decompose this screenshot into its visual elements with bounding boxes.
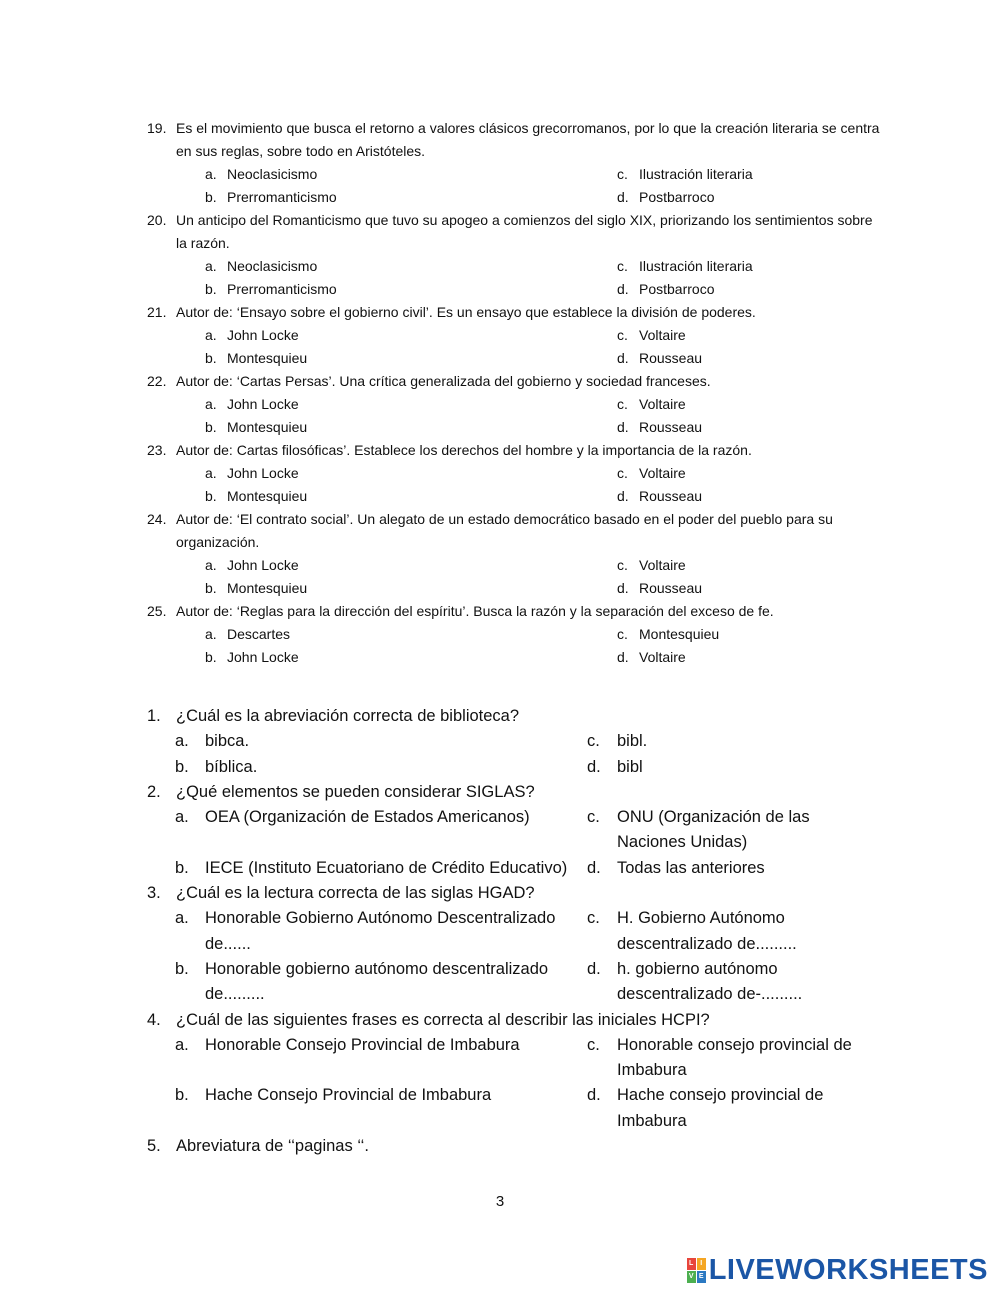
question-number: 20. [147, 212, 167, 228]
answer-option[interactable] [617, 393, 897, 416]
answer-option[interactable] [617, 646, 897, 669]
option-letter: b. [205, 189, 217, 205]
option-text: IECE (Instituto Ecuatoriano de Crédito Educativo) [205, 858, 568, 877]
question-number: 3. [147, 884, 161, 903]
answer-options [205, 255, 887, 301]
option-text: Ilustración literaria [639, 166, 753, 182]
option-letter: a. [175, 808, 189, 827]
option-text: Rousseau [639, 419, 703, 435]
answer-option[interactable] [175, 729, 587, 754]
question-number: 5. [147, 1137, 161, 1156]
option-letter: d. [587, 1086, 601, 1105]
option-text: John Locke [227, 396, 299, 412]
answer-option[interactable] [205, 462, 617, 485]
question-item [147, 704, 887, 729]
option-letter: b. [205, 281, 217, 297]
answer-option[interactable] [617, 278, 897, 301]
option-letter: c. [617, 396, 628, 412]
answer-option[interactable] [205, 554, 617, 577]
answer-option[interactable] [205, 577, 617, 600]
answer-options [205, 462, 887, 508]
question-item [147, 117, 887, 163]
question-item [147, 209, 887, 255]
answer-options [175, 729, 887, 780]
option-letter: c. [587, 808, 600, 827]
question-item [147, 1008, 887, 1033]
answer-options [175, 805, 887, 881]
option-text: Descartes [227, 626, 291, 642]
option-letter: c. [617, 258, 628, 274]
answer-option[interactable] [617, 485, 897, 508]
option-text: Voltaire [639, 327, 686, 343]
option-letter: c. [587, 909, 600, 928]
question-number: 24. [147, 511, 167, 527]
option-letter: d. [617, 488, 629, 504]
question-number: 2. [147, 782, 161, 801]
option-letter: a. [175, 732, 189, 751]
answer-option[interactable] [175, 957, 587, 1008]
answer-option[interactable] [617, 255, 897, 278]
answer-option[interactable] [205, 347, 617, 370]
option-text: Neoclasicismo [227, 258, 318, 274]
question-text: ¿Cuál de las siguientes frases es correcta al describir las iniciales HCPI? [176, 1010, 710, 1029]
option-text: Honorable Consejo Provincial de Imbabura [205, 1035, 520, 1054]
option-text: Rousseau [639, 488, 703, 504]
answer-option[interactable] [205, 485, 617, 508]
brand-name: LIVEWORKSHEETS [708, 1254, 988, 1286]
question-number: 1. [147, 707, 161, 725]
option-letter: d. [617, 580, 629, 596]
question-text: ¿Cuál es la abreviación correcta de biblioteca? [176, 707, 520, 725]
question-item [147, 600, 887, 623]
option-text: John Locke [227, 327, 299, 343]
question-text: Es el movimiento que busca el retorno a valores clásicos grecorromanos, por lo que la creación literaria se centra en sus reglas, sobre todo en Aristóteles. [176, 120, 880, 159]
option-text: Hache Consejo Provincial de Imbabura [205, 1086, 492, 1105]
option-text: John Locke [227, 557, 299, 573]
option-letter: c. [617, 557, 628, 573]
answer-option[interactable] [175, 1083, 587, 1134]
question-text: ¿Qué elementos se pueden considerar SIGLAS? [176, 782, 535, 801]
answer-option[interactable] [205, 393, 617, 416]
option-text: Honorable consejo provincial de Imbabura [617, 1035, 852, 1080]
option-text: bibca. [205, 732, 250, 751]
option-text: Voltaire [639, 557, 686, 573]
question-text: Autor de: Cartas filosóficas’. Establece los derechos del hombre y la importancia de la razón. [176, 442, 752, 458]
option-text: Montesquieu [227, 350, 308, 366]
option-text: Voltaire [639, 396, 686, 412]
brand-mark-icon: L I V E [687, 1258, 706, 1283]
option-letter: c. [617, 327, 628, 343]
question-number: 19. [147, 120, 167, 136]
question-item [147, 508, 887, 554]
option-letter: a. [205, 557, 217, 573]
option-text: Montesquieu [227, 580, 308, 596]
question-item [147, 370, 887, 393]
answer-option[interactable] [617, 324, 897, 347]
answer-option[interactable] [205, 278, 617, 301]
option-text: Postbarroco [639, 189, 715, 205]
question-item [147, 780, 887, 805]
answer-option[interactable] [587, 755, 877, 780]
option-text: Voltaire [639, 465, 686, 481]
option-text: Montesquieu [639, 626, 720, 642]
option-letter: c. [617, 166, 628, 182]
answer-option[interactable] [175, 755, 587, 780]
option-text: John Locke [227, 465, 299, 481]
answer-option[interactable] [205, 623, 617, 646]
answer-options [205, 554, 887, 600]
question-item [147, 881, 887, 906]
option-letter: c. [617, 465, 628, 481]
answer-option[interactable] [617, 554, 897, 577]
answer-option[interactable] [175, 1033, 587, 1084]
liveworksheets-logo[interactable] [687, 1254, 988, 1287]
answer-option[interactable] [617, 623, 897, 646]
question-text: ¿Cuál es la lectura correcta de las siglas HGAD? [176, 884, 535, 903]
answer-option[interactable] [587, 1033, 877, 1084]
question-text: Abreviatura de ‘‘paginas ‘‘. [176, 1137, 369, 1156]
question-number: 21. [147, 304, 167, 320]
answer-option[interactable] [205, 646, 617, 669]
answer-option[interactable] [205, 186, 617, 209]
option-letter: d. [587, 959, 601, 978]
question-list-abbreviations [147, 704, 887, 1159]
option-text: H. Gobierno Autónomo descentralizado de......... [617, 909, 797, 953]
answer-options [205, 393, 887, 439]
question-number: 23. [147, 442, 167, 458]
answer-option[interactable] [205, 324, 617, 347]
option-letter: c. [587, 732, 600, 751]
option-letter: a. [205, 626, 217, 642]
question-text: Autor de: ‘Cartas Persas’. Una crítica generalizada del gobierno y sociedad franceses. [176, 373, 711, 389]
option-text: Todas las anteriores [617, 858, 765, 877]
answer-option[interactable] [205, 255, 617, 278]
question-number: 25. [147, 603, 167, 619]
option-letter: a. [205, 258, 217, 274]
option-letter: d. [617, 350, 629, 366]
option-text: Hache consejo provincial de Imbabura [617, 1086, 824, 1130]
question-item [147, 301, 887, 324]
option-text: Montesquieu [227, 419, 308, 435]
answer-option[interactable] [617, 347, 897, 370]
answer-option[interactable] [617, 186, 897, 209]
option-text: bíblica. [205, 757, 258, 776]
option-letter: d. [617, 281, 629, 297]
answer-options [175, 906, 887, 1007]
answer-option[interactable] [617, 577, 897, 600]
option-letter: c. [617, 626, 628, 642]
option-letter: b. [175, 1086, 189, 1105]
question-item [147, 439, 887, 462]
option-text: ONU (Organización de las Naciones Unidas) [617, 808, 810, 852]
option-letter: a. [205, 465, 217, 481]
option-text: Rousseau [639, 580, 703, 596]
option-text: Prerromanticismo [227, 189, 337, 205]
option-text: Honorable Gobierno Autónomo Descentralizado de...... [205, 909, 556, 953]
option-letter: a. [205, 396, 217, 412]
answer-option[interactable] [587, 906, 877, 957]
question-text: Un anticipo del Romanticismo que tuvo su apogeo a comienzos del siglo XIX, priorizando los sentimientos sobre la razón. [176, 212, 873, 251]
option-letter: d. [617, 419, 629, 435]
option-letter: b. [205, 419, 217, 435]
option-letter: b. [205, 649, 217, 665]
question-number: 4. [147, 1010, 161, 1029]
option-letter: b. [175, 757, 189, 776]
answer-option[interactable] [587, 805, 877, 856]
option-text: OEA (Organización de Estados Americanos) [205, 808, 530, 827]
option-letter: b. [205, 350, 217, 366]
answer-option[interactable] [175, 805, 587, 856]
option-letter: b. [205, 580, 217, 596]
answer-option[interactable] [205, 163, 617, 186]
option-letter: c. [587, 1035, 600, 1054]
answer-options [175, 1033, 887, 1134]
question-text: Autor de: ‘Reglas para la dirección del espíritu’. Busca la razón y la separación del exceso de fe. [176, 603, 774, 619]
option-letter: b. [175, 858, 189, 877]
option-letter: a. [205, 166, 217, 182]
option-text: bibl [617, 757, 643, 776]
answer-option[interactable] [617, 416, 897, 439]
option-letter: b. [205, 488, 217, 504]
answer-option[interactable] [617, 462, 897, 485]
option-text: Rousseau [639, 350, 703, 366]
option-text: John Locke [227, 649, 299, 665]
option-text: Postbarroco [639, 281, 715, 297]
answer-options [205, 324, 887, 370]
answer-option[interactable] [587, 856, 877, 881]
answer-option[interactable] [587, 957, 877, 1008]
option-text: h. gobierno autónomo descentralizado de-......... [617, 959, 803, 1004]
question-list-literature [147, 117, 887, 669]
option-text: Prerromanticismo [227, 281, 337, 297]
answer-options [205, 623, 887, 669]
option-text: Montesquieu [227, 488, 308, 504]
answer-option[interactable] [587, 1083, 877, 1134]
option-text: Ilustración literaria [639, 258, 753, 274]
option-letter: a. [175, 1035, 189, 1054]
answer-option[interactable] [617, 163, 897, 186]
answer-options [205, 163, 887, 209]
option-text: Voltaire [639, 649, 686, 665]
option-text: Honorable gobierno autónomo descentralizado de......... [205, 959, 549, 1004]
answer-option[interactable] [175, 856, 587, 881]
answer-option[interactable] [587, 729, 877, 754]
question-text: Autor de: ‘Ensayo sobre el gobierno civil’. Es un ensayo que establece la división de poderes. [176, 304, 756, 320]
page-number: 3 [495, 1193, 505, 1210]
question-number: 22. [147, 373, 167, 389]
option-text: Neoclasicismo [227, 166, 318, 182]
option-letter: d. [587, 858, 601, 877]
answer-option[interactable] [175, 906, 587, 957]
answer-option[interactable] [205, 416, 617, 439]
option-letter: d. [587, 757, 601, 776]
question-item [147, 1134, 887, 1159]
option-letter: a. [205, 327, 217, 343]
option-letter: b. [175, 959, 189, 978]
option-letter: d. [617, 649, 629, 665]
question-text: Autor de: ‘El contrato social’. Un alegato de un estado democrático basado en el poder del pueblo para su organización. [176, 511, 833, 550]
option-letter: d. [617, 189, 629, 205]
option-text: bibl. [617, 732, 648, 751]
option-letter: a. [175, 909, 189, 928]
